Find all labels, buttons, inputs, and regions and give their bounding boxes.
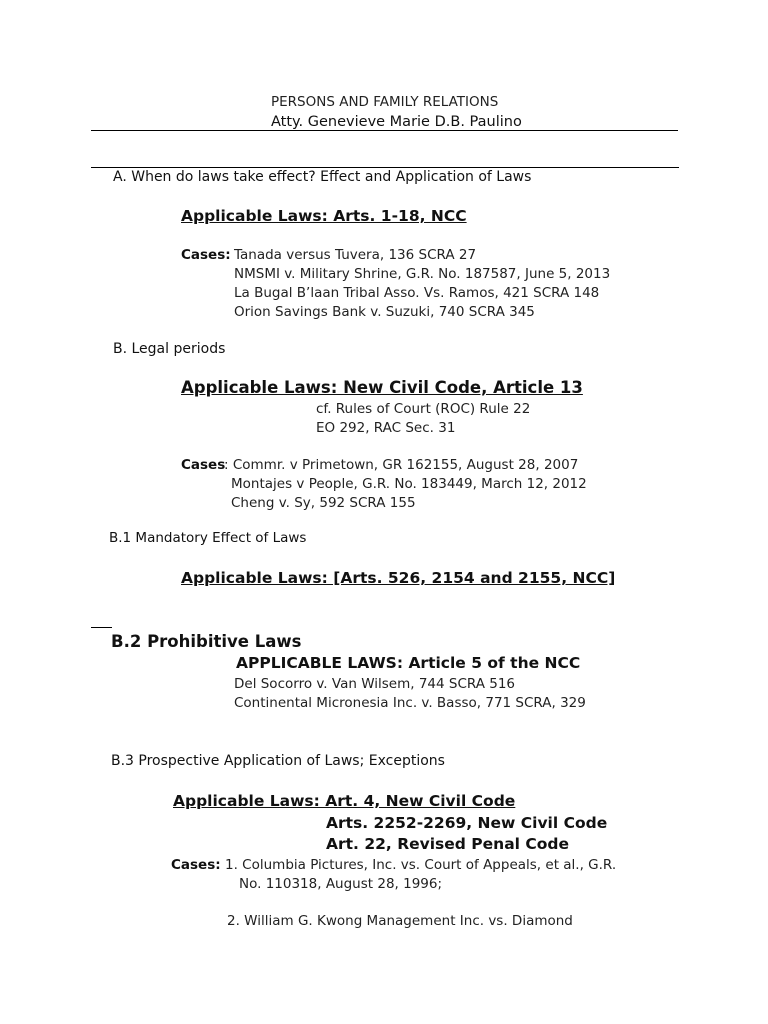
section-rule — [91, 167, 679, 168]
section-a-applicable-laws: Applicable Laws: Arts. 1-18, NCC — [181, 207, 467, 225]
case-item: Continental Micronesia Inc. v. Basso, 771 SCRA, 329 — [234, 695, 586, 711]
section-b2-heading: B.2 Prohibitive Laws — [111, 632, 302, 651]
case-item: NMSMI v. Military Shrine, G.R. No. 187587, June 5, 2013 — [234, 266, 611, 282]
section-b-cases-label: Cases — [181, 457, 226, 473]
document-title: PERSONS AND FAMILY RELATIONS — [271, 94, 499, 110]
case-item: No. 110318, August 28, 1996; — [239, 876, 443, 892]
case-item: Montajes v People, G.R. No. 183449, March 12, 2012 — [231, 476, 587, 492]
section-b-heading: B. Legal periods — [113, 341, 226, 357]
section-b3-applicable-laws: Applicable Laws: Art. 4, New Civil Code — [173, 792, 516, 810]
reference-item: EO 292, RAC Sec. 31 — [316, 420, 456, 436]
case-item: : Commr. v Primetown, GR 162155, August 28, 2007 — [224, 457, 579, 473]
case-item: Del Socorro v. Van Wilsem, 744 SCRA 516 — [234, 676, 516, 692]
section-a-heading: A. When do laws take effect? Effect and Application of Laws — [113, 169, 532, 185]
reference-item: cf. Rules of Court (ROC) Rule 22 — [316, 401, 531, 417]
section-b2-applicable-laws: APPLICABLE LAWS: Article 5 of the NCC — [236, 654, 581, 672]
section-a-cases-label: Cases: — [181, 247, 231, 263]
case-item: 2. William G. Kwong Management Inc. vs. Diamond — [227, 913, 573, 929]
author-line: Atty. Genevieve Marie D.B. Paulino — [271, 114, 522, 130]
case-item: Tanada versus Tuvera, 136 SCRA 27 — [234, 247, 477, 263]
section-b3-law-item: Art. 22, Revised Penal Code — [326, 835, 569, 853]
section-b1-heading: B.1 Mandatory Effect of Laws — [109, 530, 307, 546]
stray-rule — [91, 627, 112, 628]
section-b3-heading: B.3 Prospective Application of Laws; Exceptions — [111, 753, 445, 769]
section-b3-law-item: Arts. 2252-2269, New Civil Code — [326, 814, 608, 832]
section-b1-applicable-laws: Applicable Laws: [Arts. 526, 2154 and 2155, NCC] — [181, 569, 616, 587]
header-rule — [91, 130, 678, 131]
case-item: 1. Columbia Pictures, Inc. vs. Court of Appeals, et al., G.R. — [225, 857, 617, 873]
case-item: Cheng v. Sy, 592 SCRA 155 — [231, 495, 416, 511]
case-item: La Bugal B’laan Tribal Asso. Vs. Ramos, 421 SCRA 148 — [234, 285, 600, 301]
section-b3-cases-label: Cases: — [171, 857, 221, 873]
case-item: Orion Savings Bank v. Suzuki, 740 SCRA 345 — [234, 304, 535, 320]
section-b-applicable-laws: Applicable Laws: New Civil Code, Article 13 — [181, 378, 583, 397]
